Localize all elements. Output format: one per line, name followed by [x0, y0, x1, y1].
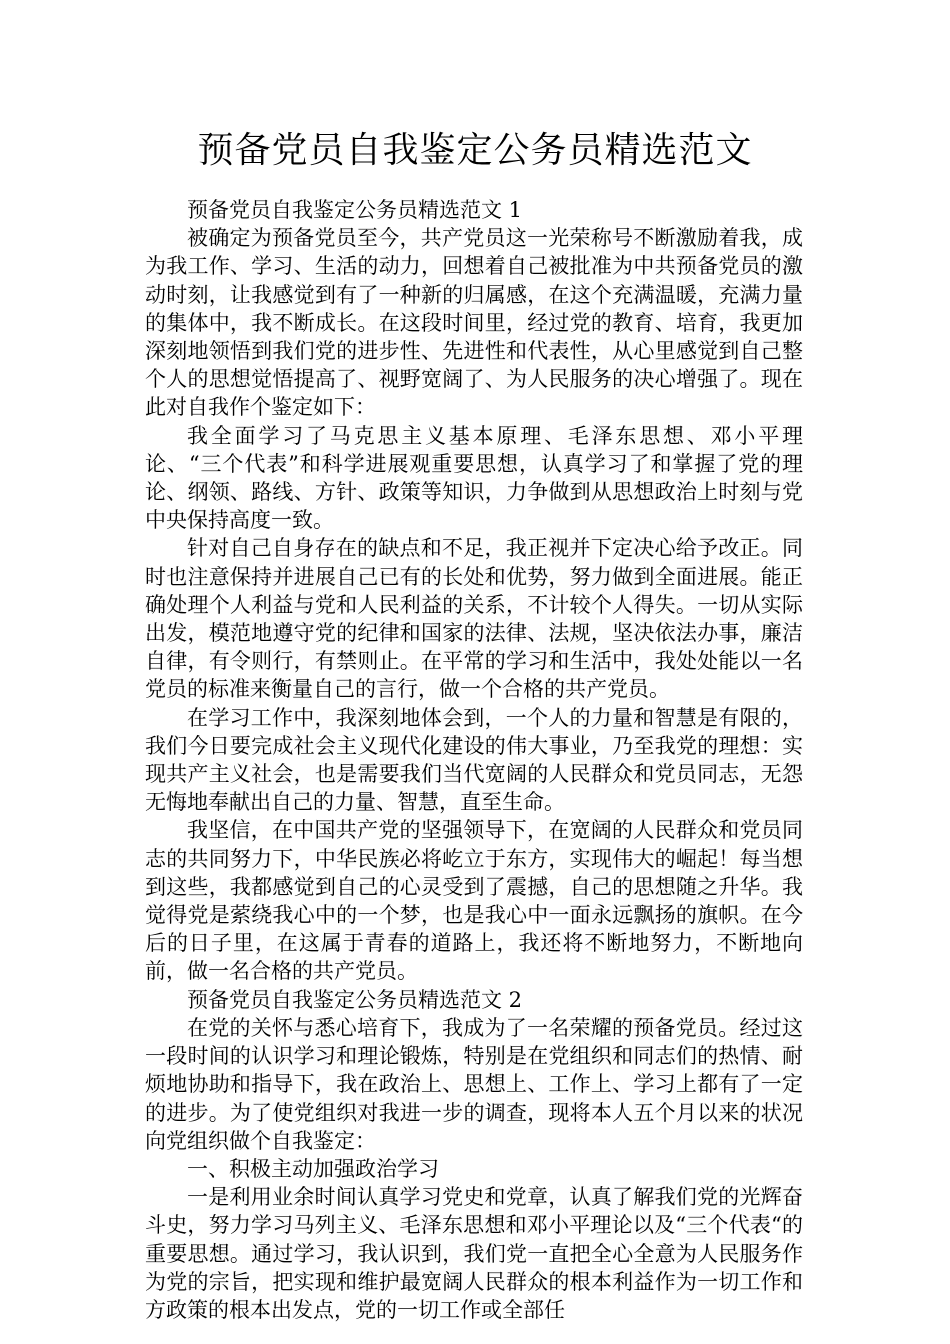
section-heading-2: 预备党员自我鉴定公务员精选范文 2 — [187, 987, 523, 1012]
section-heading-1: 预备党员自我鉴定公务员精选范文 1 — [187, 198, 523, 222]
document-title: 预备党员自我鉴定公务员精选范文 — [197, 130, 753, 171]
subsection-heading: 一、积极主动加强政治学习 — [187, 1156, 439, 1181]
paragraph: 针对自己自身存在的缺点和不足，我正视并下定决心给予改正。同时也注意保持并进展自己已有的长处和优势，努力做到全面进展。能正确处理个人利益与党和人民利益的关系，不计较个人得失。一切从实际出发，模范地遵守党的纪律和国家的法律、法规，坚决依法办事，廉洁自律，有令则行，有禁则止。在平常的学习和生活中，我处处能以一名党员的标准来衡量自己的言行，做一个合格的共产党员。 — [145, 536, 803, 702]
paragraph: 在学习工作中，我深刻地体会到，一个人的力量和智慧是有限的，我们今日要完成社会主义现代化建设的伟大事业，乃至我党的理想：实现共产主义社会，也是需要我们当代宽阔的人民群众和党员同志，无怨无悔地奉献出自己的力量、智慧，直至生命。 — [145, 705, 803, 815]
paragraph: 在党的关怀与悉心培育下，我成为了一名荣耀的预备党员。经过这一段时间的认识学习和理论锻炼，特别是在党组织和同志们的热情、耐烦地协助和指导下，我在政治上、思想上、工作上、学习上都有了一定的进步。为了使党组织对我进一步的调查，现将本人五个月以来的状况向党组织做个自我鉴定： — [145, 1015, 803, 1153]
paragraph: 我坚信，在中国共产党的坚强领导下，在宽阔的人民群众和党员同志的共同努力下，中华民族必将屹立于东方，实现伟大的崛起！每当想到这些，我都感觉到自己的心灵受到了震撼，自己的思想随之升华。我觉得党是萦绕我心中的一个梦，也是我心中一面永远飘扬的旗帜。在今后的日子里，在这属于青春的道路上，我还将不断地努力，不断地向前，做一名合格的共产党员。 — [145, 818, 803, 984]
paragraph: 一是利用业余时间认真学习党史和党章，认真了解我们党的光辉奋斗史，努力学习马列主义、毛泽东思想和邓小平理论以及“三个代表“的重要思想。通过学习，我认识到，我们党一直把全心全意为人民服务作为党的宗旨，把实现和维护最宽阔人民群众的根本利益作为一切工作和方政策的根本出发点，党的一切工作或全部任 — [145, 1185, 803, 1322]
paragraph: 我全面学习了马克思主义基本原理、毛泽东思想、邓小平理论、“三个代表”和科学进展观重要思想，认真学习了和掌握了党的理论、纲领、路线、方针、政策等知识，力争做到从思想政治上时刻与党中央保持高度一致。 — [145, 423, 803, 533]
document-body — [145, 196, 803, 1324]
paragraph: 被确定为预备党员至今，共产党员这一光荣称号不断激励着我，成为我工作、学习、生活的动力，回想着自己被批准为中共预备党员的激动时刻，让我感觉到有了一种新的归属感，在这个充满温暖，充满力量的集体中，我不断成长。在这段时间里，经过党的教育、培育，我更加深刻地领悟到我们党的进步性、先进性和代表性，从心里感觉到自己整个人的思想觉悟提高了、视野宽阔了、为人民服务的决心增强了。现在此对自我作个鉴定如下： — [145, 226, 803, 420]
